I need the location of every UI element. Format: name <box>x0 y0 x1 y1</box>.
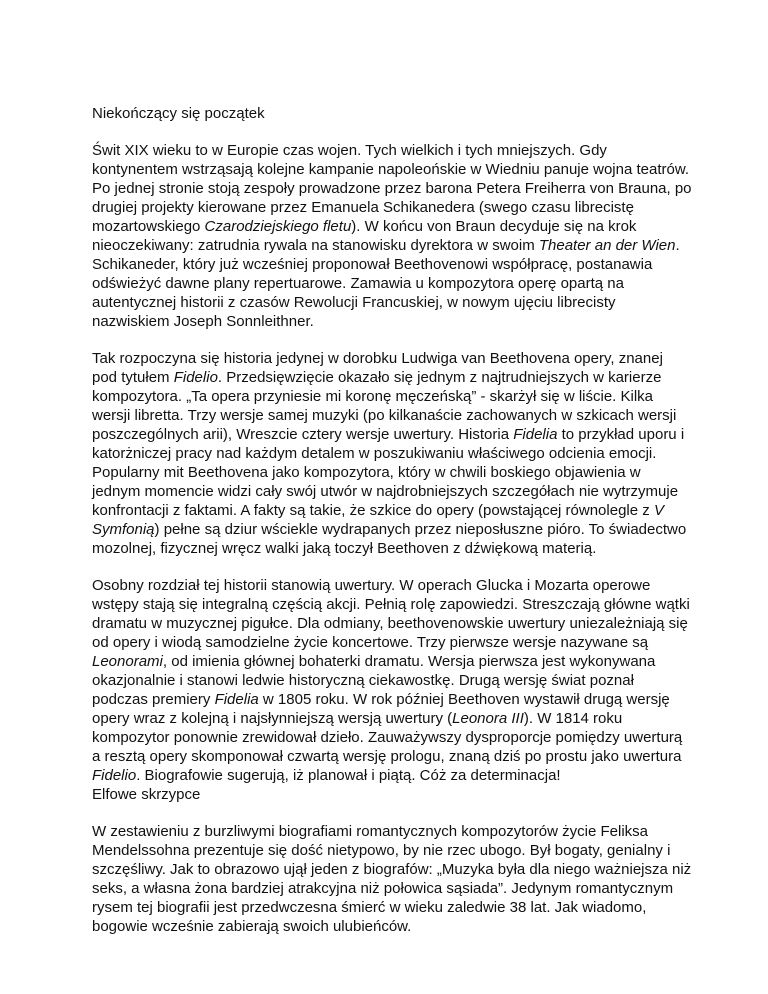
italic-title: V Symfonią <box>92 502 664 538</box>
section-heading-niekonczacy: Niekończący się początek <box>92 105 265 122</box>
italic-title: Fidelio <box>92 767 137 784</box>
italic-title: Czarodziejskiego fletu <box>204 218 352 235</box>
text-run: ). W 1814 roku kompozytor ponownie zrewidował dzieło. Zauważywszy dysproporcje pomiędzy uwerturą a resztą opery skomponował czwartą wersję prologu, znaną dziś po prostu jako uwertura <box>92 710 683 765</box>
text-run: ) pełne są dziur wściekle wydrapanych przez nieposłuszne pióro. To świadectwo mozolnej, fizycznej wręcz walki jaką toczył Beethoven z dźwiękową materią. <box>92 521 687 557</box>
text-run: . Schikaneder, który już wcześniej proponował Beethovenowi współpracę, postanawia odświeżyć dawne plany repertuarowe. Zamawia u kompozytora operę opartą na autentycznej historii z czasów Rewolucji Francuskiej, w nowym ujęciu librecisty nazwiskiem Joseph Sonnleithner. <box>92 237 680 330</box>
paragraph <box>92 822 692 936</box>
text-run: ). W końcu von Braun decyduje się na krok nieoczekiwany: zatrudnia rywala na stanowisku dyrektora w swoim <box>92 218 637 254</box>
text-run: Tak rozpoczyna się historia jedynej w dorobku Ludwiga van Beethovena opery, znanej pod tytułem <box>92 350 663 386</box>
italic-title: Fidelio <box>173 369 218 386</box>
text-run: . Biografowie sugerują, iż planował i piątą. Cóż za determinacja! <box>136 767 561 784</box>
paragraph <box>92 576 692 785</box>
text-run: W zestawieniu z burzliwymi biografiami romantycznych kompozytorów życie Feliksa Mendelssohna prezentuje się dość nietypowo, by nie rzec ubogo. Był bogaty, genialny i szczęśliwy. Jak to obrazowo ujął jeden z biografów: „Muzyka była dla niego ważniejsza niż seks, a własna żona bardziej atrakcyjna niż połowica sąsiada”. Jedynym romantycznym rysem tej biografii jest przedwczesna śmierć w wieku zaledwie 38 lat. Jak wiadomo, bogowie wcześnie zabierają swoich ulubieńców. <box>92 823 692 935</box>
italic-title: Fidelia <box>214 691 259 708</box>
text-run: , od imienia głównej bohaterki dramatu. Wersja pierwsza jest wykonywana okazjonalnie i stanowi ledwie historyczną ciekawostkę. Drugą wersję świat poznał podczas premiery <box>92 653 656 708</box>
text-run: Osobny rozdział tej historii stanowią uwertury. W operach Glucka i Mozarta operowe wstępy stają się integralną częścią akcji. Pełnią rolę zapowiedzi. Streszczają główne wątki dramatu w muzycznej pigułce. Dla odmiany, beethovenowskie uwertury uniezależniają się od opery i wiodą samodzielne życie koncertowe. Trzy pierwsze wersje nazywane są <box>92 577 690 651</box>
italic-title: Theater an der Wien <box>538 237 676 254</box>
text-run: w 1805 roku. W rok później Beethoven wystawił drugą wersję opery wraz z kolejną i najsłynniejszą wersją uwertury ( <box>92 691 670 727</box>
italic-title: Fidelia <box>513 426 558 443</box>
section1-body <box>92 141 692 785</box>
section2-body <box>92 822 692 936</box>
text-run: Świt XIX wieku to w Europie czas wojen. Tych wielkich i tych mniejszych. Gdy kontynentem wstrząsają kolejne kampanie napoleońskie w Wiedniu panuje wojna teatrów. Po jednej stronie stoją zespoły prowadzone przez barona Petera Freiherra von Brauna, po drugiej projekty kierowane przez Emanuela Schikanedera (swego czasu librecistę mozartowskiego <box>92 142 692 235</box>
text-run: . Przedsięwzięcie okazało się jednym z najtrudniejszych w karierze kompozytora. „Ta opera przyniesie mi koronę męczeńską” - skarżył się w liście. Kilka wersji libretta. Trzy wersje samej muzyki (po kilkanaście zachowanych w szkicach wersji poszczególnych arii), Wreszcie cztery wersje uwertury. Historia <box>92 369 677 443</box>
text-run: to przykład uporu i katorżniczej pracy nad każdym detalem w poszukiwaniu właściwego odcienia emocji. Popularny mit Beethovena jako kompozytora, który w chwili boskiego objawienia w jednym momencie widzi cały swój utwór w najdrobniejszych szczegółach nie wytrzymuje konfrontacji z faktami. A fakty są takie, że szkice do opery (powstającej równolegle z <box>92 426 685 519</box>
section-heading-elfowe: Elfowe skrzypce <box>92 786 201 803</box>
paragraph <box>92 141 692 331</box>
document-body <box>92 104 692 936</box>
italic-title: Leonorami <box>92 653 163 670</box>
italic-title: Leonora III <box>452 710 524 727</box>
paragraph <box>92 349 692 558</box>
